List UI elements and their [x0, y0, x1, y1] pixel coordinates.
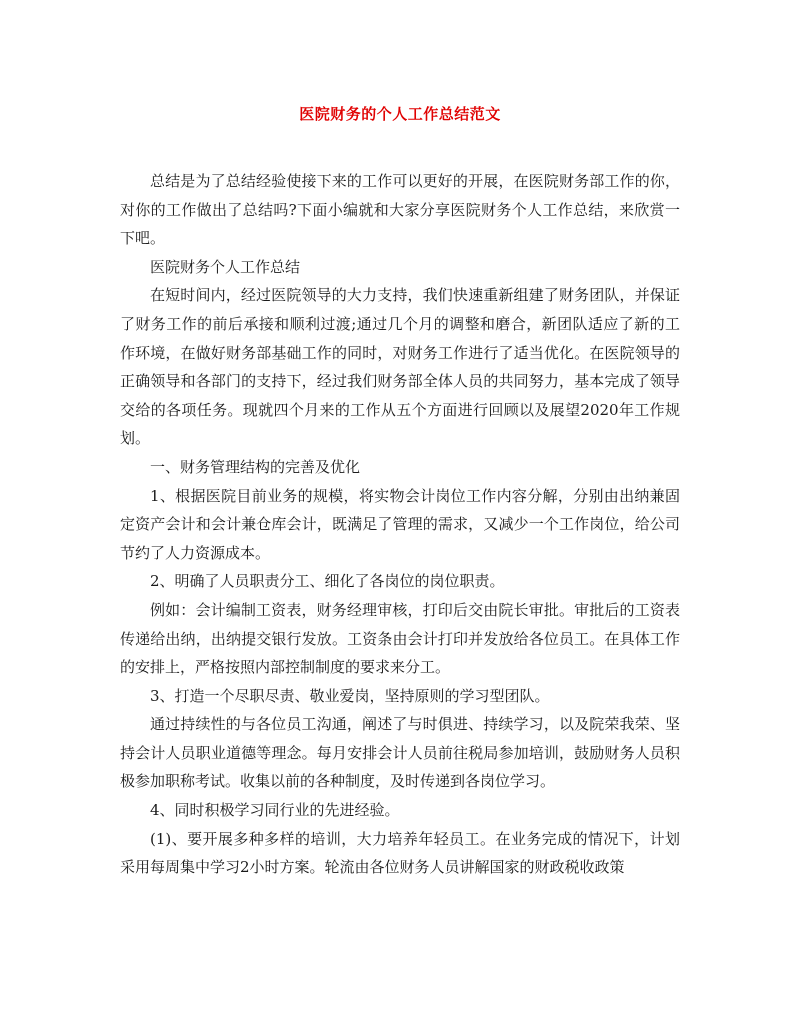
- paragraph-training: (1)、要开展多种多样的培训，大力培养年轻员工。在业务完成的情况下，计划采用每周集中学习2小时方案。轮流由各位财务人员讲解国家的财政税收政策: [120, 829, 680, 877]
- paragraph-item-2: 2、明确了人员职责分工、细化了各岗位的岗位职责。: [150, 572, 505, 591]
- paragraph-communication: 通过持续性的与各位员工沟通，阐述了与时俱进、持续学习，以及院荣我荣、坚持会计人员职业道德等理念。每月安排会计人员前往税局参加培训，鼓励财务人员积极参加职称考试。收集以前的各种制度，及时传递到各岗位学习。: [120, 715, 680, 791]
- document-body: [120, 167, 680, 882]
- document-title: 医院财务的个人工作总结范文: [299, 105, 501, 123]
- paragraph-intro: 总结是为了总结经验使接下来的工作可以更好的开展，在医院财务部工作的你，对你的工作做出了总结吗?下面小编就和大家分享医院财务个人工作总结，来欣赏一下吧。: [120, 172, 680, 248]
- paragraph-item-1: 1、根据医院目前业务的规模，将实物会计岗位工作内容分解，分别由出纳兼固定资产会计和会计兼仓库会计，既满足了管理的需求，又减少一个工作岗位，给公司节约了人力资源成本。: [120, 486, 680, 562]
- section-heading-1: 一、财务管理结构的完善及优化: [150, 457, 361, 476]
- paragraph-overview: 在短时间内，经过医院领导的大力支持，我们快速重新组建了财务团队，并保证了财务工作的前后承接和顺利过渡;通过几个月的调整和磨合，新团队适应了新的工作环境，在做好财务部基础工作的同时，对财务工作进行了适当优化。在医院领导的正确领导和各部门的支持下，经过我们财务部全体人员的共同努力，基本完成了领导交给的各项任务。现就四个月来的工作从五个方面进行回顾以及展望2020年工作规划。: [120, 286, 680, 448]
- paragraph-item-3: 3、打造一个尽职尽责、敬业爱岗，坚持原则的学习型团队。: [150, 686, 550, 705]
- paragraph-subheading: 医院财务个人工作总结: [150, 257, 301, 276]
- paragraph-item-4: 4、同时积极学习同行业的先进经验。: [150, 801, 400, 820]
- paragraph-example: 例如：会计编制工资表，财务经理审核，打印后交由院长审批。审批后的工资表传递给出纳，出纳提交银行发放。工资条由会计打印并发放给各位员工。在具体工作的安排上，严格按照内部控制制度的要求来分工。: [120, 600, 680, 677]
